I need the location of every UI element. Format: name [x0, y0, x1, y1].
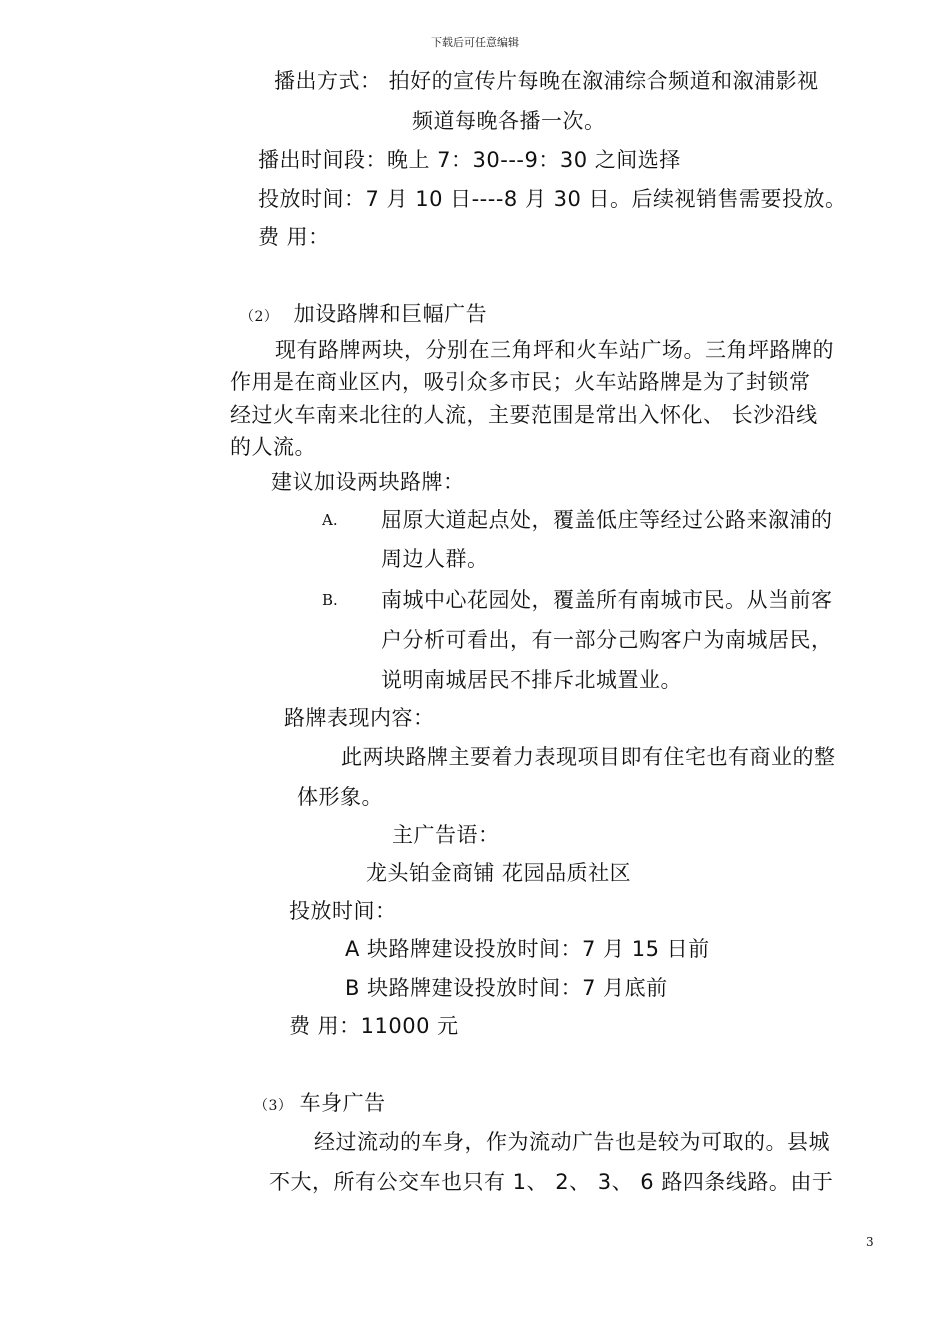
section3-para-line1: 经过流动的车身，作为流动广告也是较为可取的。县城 [314, 1130, 830, 1154]
content-label: 路牌表现内容： [284, 706, 435, 730]
broadcast-time-slot: 播出时间段：晚上 7：30---9：30 之间选择 [258, 148, 681, 172]
broadcast-method-line1: 播出方式： 拍好的宣传片每晚在溆浦综合频道和溆浦影视 [274, 69, 819, 93]
section2-para-line1: 现有路牌两块，分别在三角坪和火车站广场。三角坪路牌的 [275, 338, 834, 362]
slogan-label: 主广告语： [392, 823, 500, 847]
item-a-marker: A. [322, 511, 338, 529]
section2-para-line4: 的人流。 [230, 435, 316, 459]
item-b-line2: 户分析可看出，有一部分己购客户为南城居民， [381, 628, 833, 652]
placement-time-a: A 块路牌建设投放时间：7 月 15 日前 [345, 937, 710, 961]
section2-heading [240, 301, 487, 330]
page-header: 下载后可任意编辑 [431, 36, 519, 49]
item-a-line2: 周边人群。 [381, 547, 489, 571]
placement-time-label: 投放时间： [289, 899, 397, 923]
item-b-line1: 南城中心花园处，覆盖所有南城市民。从当前客 [381, 588, 833, 612]
section2-suggest: 建议加设两块路牌： [271, 470, 465, 494]
broadcast-method-line2: 频道每晚各播一次。 [412, 109, 606, 133]
page-number: 3 [866, 1235, 874, 1249]
content-line1: 此两块路牌主要着力表现项目即有住宅也有商业的整 [341, 745, 836, 769]
placement-time-b: B 块路牌建设投放时间：7 月底前 [345, 976, 668, 1000]
content-line2: 体形象。 [297, 785, 383, 809]
section3-heading [254, 1090, 386, 1119]
item-b-marker: B. [322, 591, 338, 609]
broadcast-cost: 费 用： [258, 225, 330, 249]
broadcast-period: 投放时间：7 月 10 日----8 月 30 日。后续视销售需要投放。 [258, 187, 847, 211]
section3-title: 车身广告 [299, 1091, 386, 1115]
section3-para-line2: 不大，所有公交车也只有 1、 2、 3、 6 路四条线路。由于 [269, 1170, 834, 1194]
section3-number: （3） [254, 1098, 293, 1114]
slogan-text: 龙头铂金商铺 花园品质社区 [366, 861, 632, 885]
section2-para-line2: 作用是在商业区内，吸引众多市民；火车站路牌是为了封锁常 [230, 370, 811, 394]
section2-number: （2） [240, 309, 279, 325]
section2-cost: 费 用：11000 元 [289, 1014, 459, 1038]
item-a-line1: 屈原大道起点处，覆盖低庄等经过公路来溆浦的 [381, 508, 833, 532]
item-b-line3: 说明南城居民不排斥北城置业。 [381, 668, 682, 692]
section2-para-line3: 经过火车南来北往的人流，主要范围是常出入怀化、 长沙沿线 [230, 403, 818, 427]
section2-title: 加设路牌和巨幅广告 [293, 302, 488, 326]
